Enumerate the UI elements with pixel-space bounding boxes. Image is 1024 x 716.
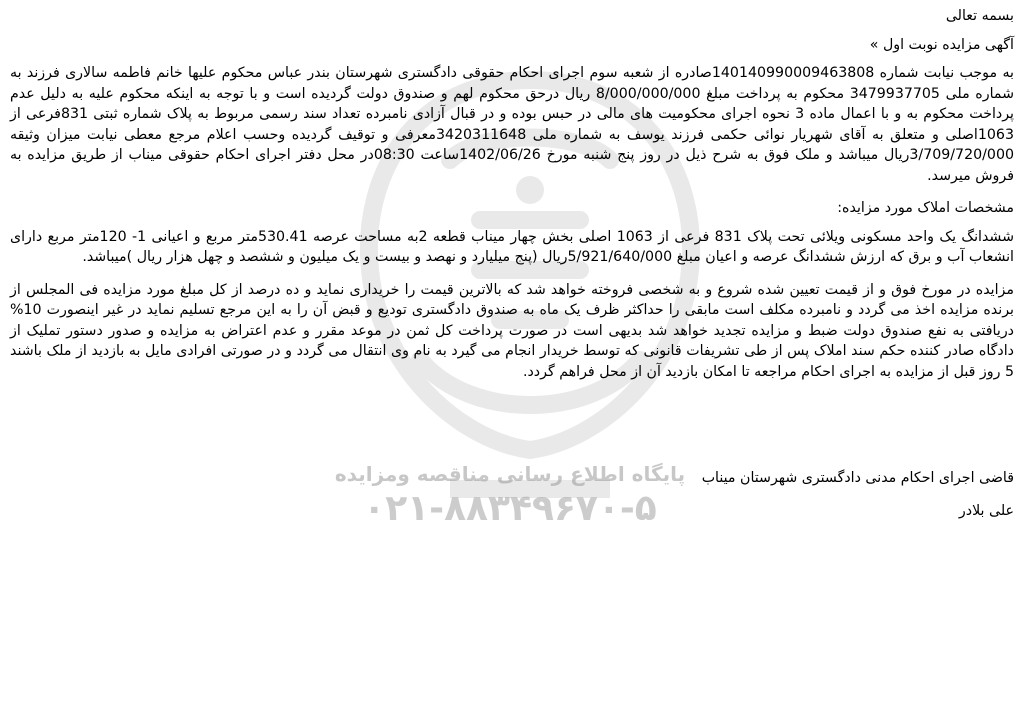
signature-name: علی بلادر <box>958 502 1014 519</box>
terms-paragraph: مزایده در مورخ فوق و از قیمت تعیین شده شروع و به شخصی فروخته خواهد شد که بالاترین قیمت را خریداری نماید و ده درصد از کل مبلغ مورد مزایده فی المجلس از برنده مزایده اخذ می گردد و نامبرده مکلف است مابقی را حداکثر ظرف یک ماه به صندوق دادگستری تودیع و قبض آن را به این مرجع تسلیم نماید در غیر اینصورت 10% دریافتی به نفع صندوق دولت ضبط و مزایده تجدید خواهد شد بدیهی است در صورت پرداخت کل ثمن در موعد مقرر و عدم اعتراض به مزایده و صدور دستور تملیک از دادگاه صادر کننده حکم سند املاک پس از طی تشریفات قانونی که توسط خریدار انجام می گیرد به نام وی انتقال می گردد و در صورتی افرادی مایل به بازدید از ملک باشند 5 روز قبل از مزایده به اجرای احکام مراجعه تا امکان بازدید آن از محل فراهم گردد. <box>10 281 1014 380</box>
intro-paragraph: به موجب نیابت شماره 140140990009463808صادره از شعبه سوم اجرای احکام حقوقی دادگستری شهرستان بندر عباس محکوم علیها خانم فاطمه سالاری فرزند به شماره ملی 3479937705 محکوم به پرداخت مبلغ 8/000/000/000 ریال درحق محکوم لهم و صندوق دولت گردیده است و با توجه به اینکه محکوم علیه به دلیل عدم پرداخت محکوم به و با اعمال ماده 3 نحوه اجرای محکومیت های مالی در حبس بوده و در قبال آزادی نامبرده تعداد سند رسمی مربوط به پلاک شماره ثبتی 831فرعی از 1063اصلی و متعلق به آقای شهریار نوائی حکمی فرزند یوسف به شماره ملی 3420311648معرفی و توقیف گردیده وحسب اعلام مرجع معطی نیابت میزان وثیقه 3/709/720/000ریال میباشد و ملک فوق به شرح ذیل در روز پنج شنبه مورخ 1402/06/26ساعت 08:30در محل دفتر اجرای احکام حقوقی میناب از طریق مزایده به فروش میرسد. <box>10 65 1014 184</box>
watermark-caption: پایگاه اطلاع رسانی مناقصه ومزایده <box>334 462 686 486</box>
notice-title: آگهی مزایده نوبت اول » <box>869 36 1014 53</box>
bismillah-heading: بسمه تعالی <box>945 8 1014 24</box>
signature-title: قاضی اجرای احکام مدنی دادگستری شهرستان میناب <box>701 470 1014 486</box>
watermark-phone: ۰۲۱-۸۸۳۴۹۶۷۰-۵ <box>363 488 657 529</box>
property-paragraph: ششدانگ یک واحد مسکونی ویلائی تحت پلاک 831 فرعی از 1063 اصلی بخش چهار میناب قطعه 2به مساحت عرصه 530.41متر مربع و اعیانی 1- 120متر مربع دارای انشعاب آب و برق که ارزش ششدانگ عرصه و اعیان مبلغ 5/921/640/000ریال (پنج میلیارد و نهصد و بیست و یک میلیون و ششصد و چهل هزار ریال )میباشد. <box>10 228 1014 265</box>
section-heading: مشخصات املاک مورد مزایده: <box>837 200 1014 216</box>
notice-content <box>10 6 1014 521</box>
